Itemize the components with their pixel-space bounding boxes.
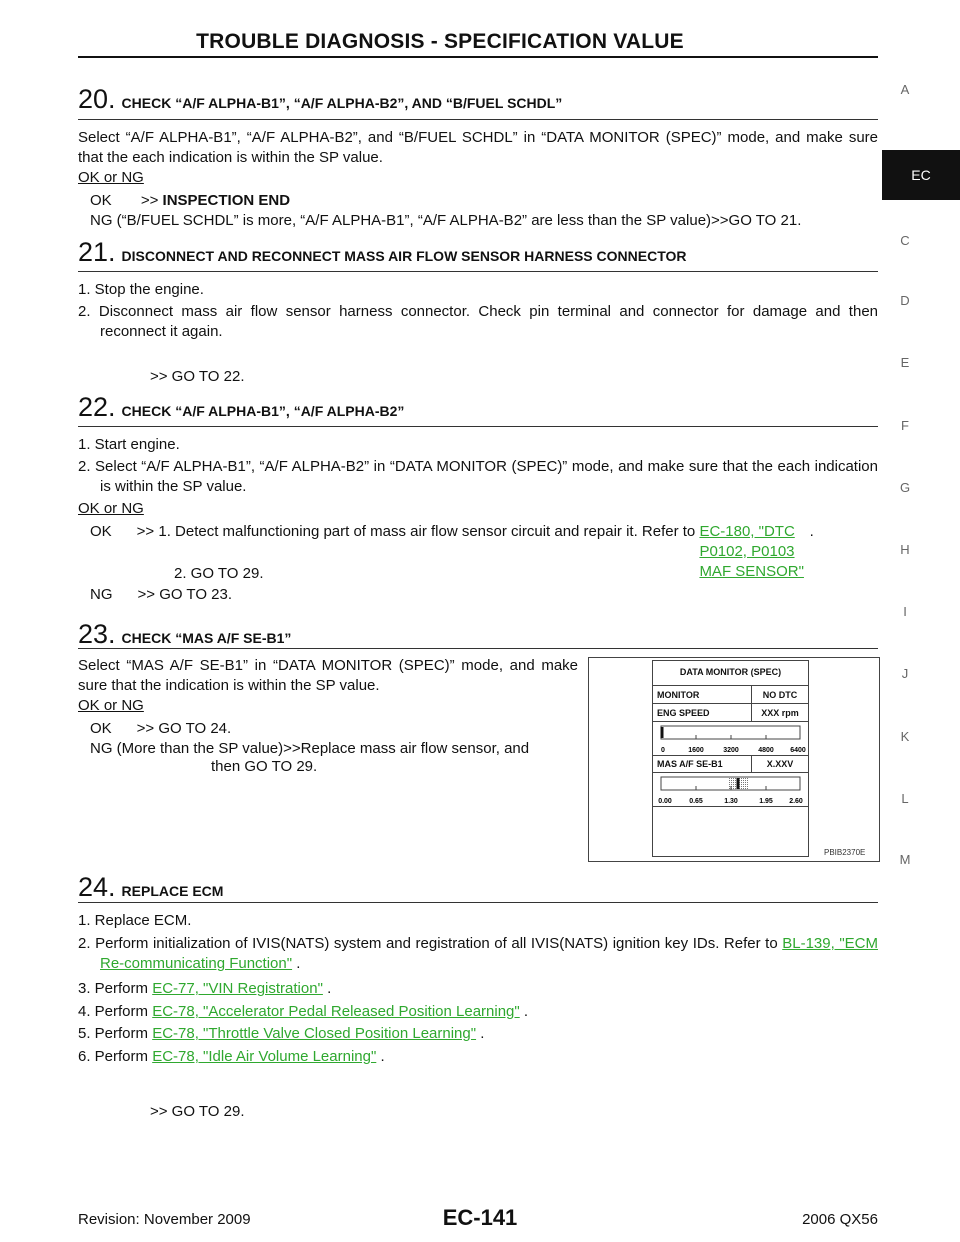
section-22-step-2: 2. Select “A/F ALPHA-B1”, “A/F ALPHA-B2” in “DATA MONITOR (SPEC)” mode, and make sure that the each indication is within the SP value. <box>78 458 878 495</box>
link-ec-78-throttle[interactable]: EC-78, "Throttle Valve Closed Position Learning" <box>152 1025 477 1042</box>
dm-maf-tick-4: 2.60 <box>789 798 803 805</box>
dm-eng-tick-3: 4800 <box>758 747 774 754</box>
section-20-ng: NG (“B/FUEL SCHDL” is more, “A/F ALPHA-B1”, “A/F ALPHA-B2” are less than the SP value)>>GO TO 21. <box>90 212 802 229</box>
footer-revision: Revision: November 2009 <box>78 1211 251 1228</box>
dm-maf-tick-2: 1.30 <box>724 798 738 805</box>
section-24-step-6: 6. Perform EC-78, "Idle Air Volume Learning" . <box>78 1048 385 1065</box>
figure-ref-code: PBIB2370E <box>824 848 866 857</box>
section-22-ng: NG >> GO TO 23. <box>90 586 233 603</box>
header-rule <box>78 56 878 58</box>
section-rule <box>78 426 878 427</box>
section-rule <box>78 119 878 120</box>
section-22-ok-line-1: OK >> 1. Detect malfunctioning part of mass air flow sensor circuit and repair it. Refer to EC-180, "DTC P0102, P0103 MAF SENSOR" . <box>90 523 814 580</box>
dm-eng-tick-4: 6400 <box>790 747 806 754</box>
dm-eng-speed-label: ENG SPEED <box>657 708 710 718</box>
footer-page-number: EC-141 <box>442 1205 518 1230</box>
section-21-goto: >> GO TO 22. <box>150 368 245 385</box>
section-23-ok: OK >> GO TO 24. <box>90 720 232 737</box>
link-ec-78-accel[interactable]: EC-78, "Accelerator Pedal Released Position Learning" <box>152 1003 520 1020</box>
section-rule <box>78 902 878 903</box>
dm-maf-label: MAS A/F SE-B1 <box>657 759 723 769</box>
section-22-ok-ng: OK or NG <box>78 500 144 517</box>
section-23-ng-1: NG (More than the SP value)>>Replace mass air flow sensor, and <box>90 740 530 757</box>
dm-maf-value: X.XXV <box>766 759 794 769</box>
section-23-ok-ng: OK or NG <box>78 697 144 714</box>
dm-maf-tick-3: 1.95 <box>759 798 773 805</box>
dm-eng-tick-2: 3200 <box>723 747 739 754</box>
section-rule <box>78 648 878 649</box>
section-24-step-5: 5. Perform EC-78, "Throttle Valve Closed Position Learning" . <box>78 1025 485 1042</box>
dm-title: DATA MONITOR (SPEC) <box>679 667 782 677</box>
section-22-step-1: 1. Start engine. <box>78 436 180 453</box>
dm-eng-speed-gauge <box>653 723 808 758</box>
section-rule <box>78 271 878 272</box>
link-ec-78-idle[interactable]: EC-78, "Idle Air Volume Learning" <box>152 1048 377 1065</box>
dm-maf-gauge <box>653 774 808 809</box>
section-24-step-1: 1. Replace ECM. <box>78 912 192 929</box>
side-index-ec-tab[interactable]: EC <box>882 150 960 200</box>
dm-eng-tick-0: 0 <box>661 747 665 754</box>
side-index-c[interactable]: C <box>900 233 910 248</box>
side-index-m[interactable]: M <box>899 852 911 867</box>
data-monitor-screen <box>652 660 809 857</box>
side-index-d[interactable]: D <box>900 293 910 308</box>
side-index-g[interactable]: G <box>899 480 911 495</box>
section-24-step-4: 4. Perform EC-78, "Accelerator Pedal Released Position Learning" . <box>78 1003 529 1020</box>
footer-model: 2006 QX56 <box>802 1211 878 1228</box>
side-index-i[interactable]: I <box>903 604 907 619</box>
dm-monitor-label: MONITOR <box>657 690 700 700</box>
section-22-ok-line-2: 2. GO TO 29. <box>174 565 264 582</box>
section-23-ng-2: then GO TO 29. <box>211 758 318 775</box>
page-title: TROUBLE DIAGNOSIS - SPECIFICATION VALUE <box>196 30 684 53</box>
side-index-e[interactable]: E <box>900 355 910 370</box>
section-23-body: Select “MAS A/F SE-B1” in “DATA MONITOR (SPEC)” mode, and make sure that the indication is within the SP value. <box>78 657 578 694</box>
section-24-heading: 24. REPLACE ECM <box>78 872 224 902</box>
side-index-h[interactable]: H <box>900 542 910 557</box>
side-index-l[interactable]: L <box>901 791 909 806</box>
dm-maf-tick-1: 0.65 <box>689 798 703 805</box>
link-ec-180[interactable]: EC-180, "DTC P0102, P0103 MAF SENSOR" <box>699 523 804 580</box>
section-20-body: Select “A/F ALPHA-B1”, “A/F ALPHA-B2”, and “B/FUEL SCHDL” in “DATA MONITOR (SPEC)” mode, and make sure that the each indication is within the SP value. <box>78 129 878 166</box>
section-20-ok: OK >> INSPECTION END <box>90 192 291 209</box>
section-24-step-3: 3. Perform EC-77, "VIN Registration" . <box>78 980 332 997</box>
dm-eng-speed-value: XXX rpm <box>761 708 799 718</box>
section-24-goto: >> GO TO 29. <box>150 1103 245 1120</box>
section-21-step-2: 2. Disconnect mass air flow sensor harness connector. Check pin terminal and connector for damage and then reconnect it again. <box>78 303 878 340</box>
side-index-f[interactable]: F <box>901 418 909 433</box>
section-21-heading: 21. DISCONNECT AND RECONNECT MASS AIR FLOW SENSOR HARNESS CONNECTOR <box>78 237 687 267</box>
section-20-ok-ng: OK or NG <box>78 169 144 186</box>
link-ec-77[interactable]: EC-77, "VIN Registration" <box>152 980 323 997</box>
section-23-heading: 23. CHECK “MAS A/F SE-B1” <box>78 619 292 649</box>
section-20-heading: 20. CHECK “A/F ALPHA-B1”, “A/F ALPHA-B2”, AND “B/FUEL SCHDL” <box>78 84 563 114</box>
dm-eng-tick-1: 1600 <box>688 747 704 754</box>
side-index-j[interactable]: J <box>901 666 909 681</box>
section-21-step-1: 1. Stop the engine. <box>78 281 204 298</box>
dm-maf-tick-0: 0.00 <box>658 798 672 805</box>
link-bl-139[interactable]: BL-139, "ECM Re-communicating Function" <box>100 935 878 972</box>
side-index-a[interactable]: A <box>900 82 910 97</box>
section-22-heading: 22. CHECK “A/F ALPHA-B1”, “A/F ALPHA-B2” <box>78 392 405 422</box>
dm-nodtc-label: NO DTC <box>762 690 798 700</box>
section-24-step-2: 2. Perform initialization of IVIS(NATS) system and registration of all IVIS(NATS) ignition key IDs. Refer to BL-139, "ECM Re-communicating Function" . <box>78 935 878 972</box>
side-index-k[interactable]: K <box>900 729 910 744</box>
